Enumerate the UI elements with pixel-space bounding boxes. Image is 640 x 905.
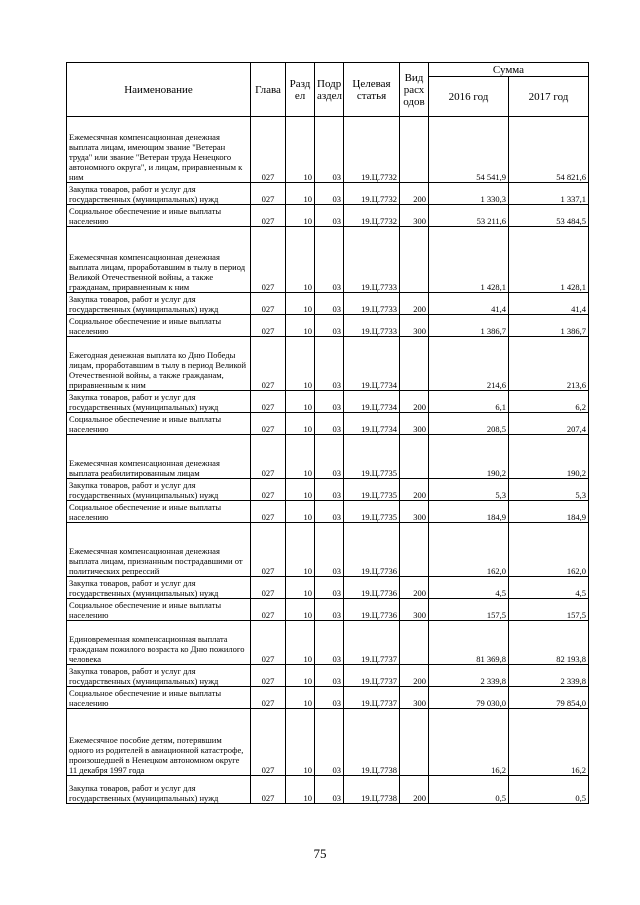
table-row [67,293,589,315]
row-target: 19.Ц.7736 [344,599,400,621]
row-vid: 200 [400,183,429,205]
row-name: Ежемесячная компенсационная денежная выплата лицам, проработавшим в тылу в период Великой Отечественной войны, а также гражданам, приравненным к ним [67,227,251,293]
row-vid: 200 [400,665,429,687]
row-glava: 027 [251,183,286,205]
row-2016: 16,2 [429,709,509,776]
row-razdel: 10 [286,621,315,665]
row-podrazdel: 03 [315,117,344,183]
row-2017: 5,3 [509,479,589,501]
row-2017: 16,2 [509,709,589,776]
row-vid: 200 [400,293,429,315]
header-razdel: Разд ел [286,63,315,117]
row-2016: 6,1 [429,391,509,413]
table-row [67,391,589,413]
row-2017: 53 484,5 [509,205,589,227]
row-2017: 41,4 [509,293,589,315]
row-2017: 1 386,7 [509,315,589,337]
row-2017: 6,2 [509,391,589,413]
row-target: 19.Ц.7735 [344,435,400,479]
row-glava: 027 [251,501,286,523]
row-vid: 300 [400,599,429,621]
row-razdel: 10 [286,337,315,391]
row-razdel: 10 [286,227,315,293]
row-2016: 162,0 [429,523,509,577]
row-razdel: 10 [286,501,315,523]
row-razdel: 10 [286,435,315,479]
table-row [67,621,589,665]
row-2016: 5,3 [429,479,509,501]
table-row [67,523,589,577]
row-podrazdel: 03 [315,665,344,687]
row-name: Единовременная компенсационная выплата гражданам пожилого возраста ко Дню пожилого человека [67,621,251,665]
row-podrazdel: 03 [315,413,344,435]
row-podrazdel: 03 [315,435,344,479]
row-2017: 54 821,6 [509,117,589,183]
row-target: 19.Ц.7738 [344,776,400,804]
row-2017: 1 337,1 [509,183,589,205]
row-name: Социальное обеспечение и иные выплаты населению [67,501,251,523]
row-glava: 027 [251,337,286,391]
row-vid [400,435,429,479]
row-2017: 82 193,8 [509,621,589,665]
row-vid [400,523,429,577]
row-razdel: 10 [286,117,315,183]
row-razdel: 10 [286,776,315,804]
table-row [67,501,589,523]
row-vid [400,621,429,665]
row-vid [400,709,429,776]
row-name: Закупка товаров, работ и услуг для государственных (муниципальных) нужд [67,479,251,501]
row-vid: 200 [400,479,429,501]
row-2016: 1 330,3 [429,183,509,205]
row-razdel: 10 [286,293,315,315]
row-podrazdel: 03 [315,599,344,621]
row-glava: 027 [251,709,286,776]
row-name: Закупка товаров, работ и услуг для государственных (муниципальных) нужд [67,776,251,804]
row-target: 19.Ц.7735 [344,501,400,523]
row-razdel: 10 [286,665,315,687]
row-2016: 1 428,1 [429,227,509,293]
row-podrazdel: 03 [315,501,344,523]
header-glava: Глава [251,63,286,117]
table-row [67,665,589,687]
row-2017: 1 428,1 [509,227,589,293]
row-2016: 4,5 [429,577,509,599]
row-target: 19.Ц.7733 [344,293,400,315]
row-podrazdel: 03 [315,776,344,804]
row-name: Ежемесячное пособие детям, потерявшим одного из родителей в авиационной катастрофе, произошедшей в Ненецком автономном округе 11 декабря 1997 года [67,709,251,776]
row-2016: 81 369,8 [429,621,509,665]
row-name: Ежемесячная компенсационная денежная выплата лицам, имеющим звание "Ветеран труда" или звание "Ветеран труда Ненецкого автономного округа", и лицам, приравненным к ним [67,117,251,183]
row-target: 19.Ц.7734 [344,337,400,391]
row-glava: 027 [251,523,286,577]
row-2016: 214,6 [429,337,509,391]
row-razdel: 10 [286,599,315,621]
row-name: Закупка товаров, работ и услуг для государственных (муниципальных) нужд [67,577,251,599]
header-2017: 2017 год [509,77,589,117]
row-target: 19.Ц.7736 [344,523,400,577]
row-2017: 162,0 [509,523,589,577]
row-podrazdel: 03 [315,293,344,315]
budget-table [66,62,589,804]
row-podrazdel: 03 [315,391,344,413]
row-vid: 300 [400,315,429,337]
row-2016: 2 339,8 [429,665,509,687]
row-razdel: 10 [286,413,315,435]
row-name: Социальное обеспечение и иные выплаты населению [67,315,251,337]
row-glava: 027 [251,205,286,227]
table-row [67,599,589,621]
row-target: 19.Ц.7732 [344,205,400,227]
row-glava: 027 [251,293,286,315]
table-row [67,687,589,709]
row-name: Ежемесячная компенсационная денежная выплата реабилитированным лицам [67,435,251,479]
row-podrazdel: 03 [315,479,344,501]
row-podrazdel: 03 [315,621,344,665]
table-row [67,709,589,776]
table-row [67,413,589,435]
row-glava: 027 [251,479,286,501]
row-target: 19.Ц.7737 [344,665,400,687]
row-target: 19.Ц.7732 [344,183,400,205]
row-2017: 190,2 [509,435,589,479]
row-glava: 027 [251,413,286,435]
row-name: Закупка товаров, работ и услуг для государственных (муниципальных) нужд [67,183,251,205]
row-razdel: 10 [286,577,315,599]
table-row [67,183,589,205]
row-name: Закупка товаров, работ и услуг для государственных (муниципальных) нужд [67,391,251,413]
row-razdel: 10 [286,709,315,776]
row-glava: 027 [251,435,286,479]
row-vid: 200 [400,577,429,599]
header-name: Наименование [67,63,251,117]
row-2017: 79 854,0 [509,687,589,709]
table-row [67,205,589,227]
row-target: 19.Ц.7734 [344,413,400,435]
row-target: 19.Ц.7732 [344,117,400,183]
table-row [67,117,589,183]
row-glava: 027 [251,665,286,687]
row-glava: 027 [251,315,286,337]
row-2016: 190,2 [429,435,509,479]
row-podrazdel: 03 [315,687,344,709]
row-glava: 027 [251,117,286,183]
row-2017: 207,4 [509,413,589,435]
row-2017: 4,5 [509,577,589,599]
row-name: Закупка товаров, работ и услуг для государственных (муниципальных) нужд [67,665,251,687]
table-row [67,577,589,599]
row-target: 19.Ц.7738 [344,709,400,776]
row-podrazdel: 03 [315,337,344,391]
row-target: 19.Ц.7734 [344,391,400,413]
row-podrazdel: 03 [315,183,344,205]
row-glava: 027 [251,621,286,665]
row-vid: 300 [400,501,429,523]
header-2016: 2016 год [429,77,509,117]
row-2016: 41,4 [429,293,509,315]
row-glava: 027 [251,776,286,804]
row-target: 19.Ц.7733 [344,227,400,293]
header-vid: Вид расх одов [400,63,429,117]
row-vid: 300 [400,413,429,435]
table-row [67,479,589,501]
row-vid: 300 [400,687,429,709]
row-podrazdel: 03 [315,577,344,599]
row-podrazdel: 03 [315,709,344,776]
row-2016: 157,5 [429,599,509,621]
row-name: Социальное обеспечение и иные выплаты населению [67,687,251,709]
row-vid [400,337,429,391]
row-name: Социальное обеспечение и иные выплаты населению [67,413,251,435]
row-razdel: 10 [286,205,315,227]
header-podrazdel: Подр аздел [315,63,344,117]
row-2016: 54 541,9 [429,117,509,183]
table-body [67,117,589,804]
row-name: Ежемесячная компенсационная денежная выплата лицам, признанным пострадавшими от политических репрессий [67,523,251,577]
table-row [67,315,589,337]
row-vid: 300 [400,205,429,227]
table-row [67,337,589,391]
row-2017: 0,5 [509,776,589,804]
row-vid [400,117,429,183]
header-target: Целевая статья [344,63,400,117]
row-2016: 53 211,6 [429,205,509,227]
row-2017: 157,5 [509,599,589,621]
row-vid [400,227,429,293]
row-glava: 027 [251,687,286,709]
row-name: Закупка товаров, работ и услуг для государственных (муниципальных) нужд [67,293,251,315]
row-2017: 213,6 [509,337,589,391]
row-name: Социальное обеспечение и иные выплаты населению [67,205,251,227]
page-number: 75 [313,846,327,861]
row-glava: 027 [251,599,286,621]
row-podrazdel: 03 [315,205,344,227]
header-sum: Сумма [429,63,589,77]
row-razdel: 10 [286,479,315,501]
table-row [67,227,589,293]
table-row [67,776,589,804]
row-razdel: 10 [286,183,315,205]
row-razdel: 10 [286,315,315,337]
row-podrazdel: 03 [315,315,344,337]
row-glava: 027 [251,227,286,293]
row-target: 19.Ц.7736 [344,577,400,599]
row-2016: 184,9 [429,501,509,523]
row-2017: 184,9 [509,501,589,523]
row-target: 19.Ц.7735 [344,479,400,501]
row-2016: 0,5 [429,776,509,804]
row-target: 19.Ц.7737 [344,621,400,665]
row-podrazdel: 03 [315,523,344,577]
row-2017: 2 339,8 [509,665,589,687]
row-2016: 1 386,7 [429,315,509,337]
row-podrazdel: 03 [315,227,344,293]
row-name: Социальное обеспечение и иные выплаты населению [67,599,251,621]
row-glava: 027 [251,577,286,599]
row-target: 19.Ц.7737 [344,687,400,709]
row-glava: 027 [251,391,286,413]
row-razdel: 10 [286,391,315,413]
row-2016: 79 030,0 [429,687,509,709]
row-vid: 200 [400,776,429,804]
table-row [67,435,589,479]
row-vid: 200 [400,391,429,413]
row-razdel: 10 [286,687,315,709]
row-target: 19.Ц.7733 [344,315,400,337]
row-2016: 208,5 [429,413,509,435]
row-name: Ежегодная денежная выплата ко Дню Победы лицам, проработавшим в тылу в период Великой Отечественной войны, а также гражданам, приравненным к ним [67,337,251,391]
row-razdel: 10 [286,523,315,577]
